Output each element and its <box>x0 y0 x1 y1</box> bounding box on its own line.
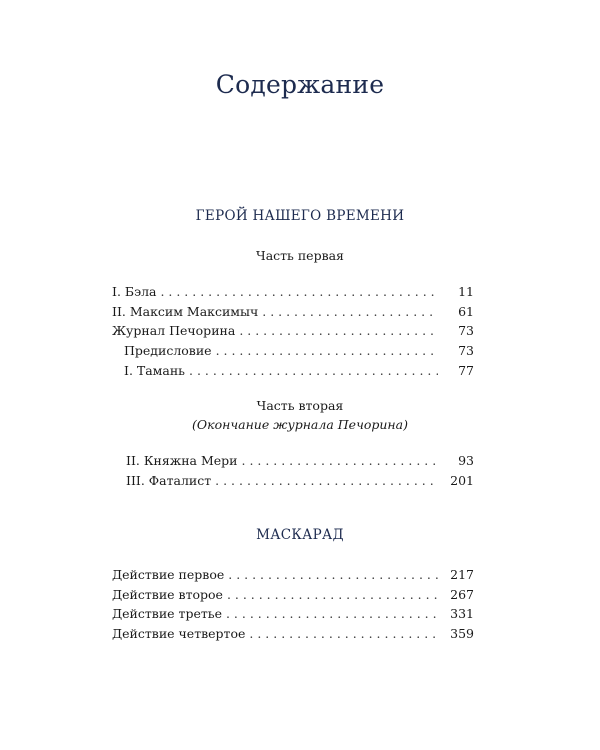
part-note: (Окончание журнала Печорина) <box>192 417 408 432</box>
dot-leader <box>226 606 438 621</box>
toc-entry-page: 217 <box>450 567 474 582</box>
section-title-hero: ГЕРОЙ НАШЕГО ВРЕМЕНИ <box>195 208 405 224</box>
toc-entry-label: I. Тамань <box>124 362 185 378</box>
toc-entry-page: 61 <box>458 303 474 319</box>
toc-entry-label: II. Максим Максимыч <box>112 303 259 319</box>
toc-entry-page: 93 <box>458 453 474 468</box>
toc-entry-label: Журнал Печорина <box>112 323 236 339</box>
page-title: Содержание <box>215 70 385 99</box>
toc-list-part-two <box>112 453 474 492</box>
toc-entry-page: 201 <box>450 472 474 488</box>
section-title-masquerade: МАСКАРАД <box>256 527 344 543</box>
toc-entry-label: Предисловие <box>124 343 212 359</box>
toc-entry-page: 331 <box>450 606 474 622</box>
toc-entry[interactable] <box>112 363 474 383</box>
dot-leader <box>239 323 438 338</box>
toc-entry[interactable] <box>112 304 474 324</box>
toc-entry-label: Действие четвертое <box>112 626 246 642</box>
toc-entry[interactable] <box>112 587 474 607</box>
dot-leader <box>160 284 438 299</box>
toc-entry-label: Действие первое <box>112 567 225 582</box>
dot-leader <box>227 587 438 602</box>
toc-entry[interactable] <box>112 606 474 626</box>
toc-entry[interactable] <box>112 284 474 304</box>
toc-entry-page: 267 <box>450 586 474 602</box>
toc-entry-page: 73 <box>458 323 474 339</box>
toc-entry[interactable] <box>112 626 474 646</box>
dot-leader <box>215 473 438 488</box>
toc-entry[interactable] <box>112 323 474 343</box>
toc-entry[interactable] <box>112 453 474 473</box>
toc-entry-label: III. Фаталист <box>126 472 212 488</box>
dot-leader <box>242 453 439 468</box>
toc-entry-label: Действие третье <box>112 606 222 622</box>
toc-list-masquerade <box>112 567 474 646</box>
toc-entry-page: 11 <box>458 284 474 299</box>
toc-entry[interactable] <box>112 473 474 493</box>
toc-entry[interactable] <box>112 343 474 363</box>
part-title-first: Часть первая <box>256 248 344 263</box>
toc-entry-label: I. Бэла <box>112 284 157 299</box>
toc-entry-label: Действие второе <box>112 586 223 602</box>
toc-entry-page: 77 <box>458 362 474 378</box>
part-title-second: Часть вторая <box>256 398 344 413</box>
dot-leader <box>228 567 438 582</box>
dot-leader <box>262 304 438 319</box>
toc-list-part-one <box>112 284 474 382</box>
dot-leader <box>189 363 438 378</box>
toc-entry[interactable] <box>112 567 474 587</box>
dot-leader <box>249 626 438 641</box>
toc-entry-page: 73 <box>458 343 474 359</box>
toc-entry-label: II. Княжна Мери <box>126 453 238 468</box>
toc-entry-page: 359 <box>450 626 474 642</box>
dot-leader <box>216 343 438 358</box>
